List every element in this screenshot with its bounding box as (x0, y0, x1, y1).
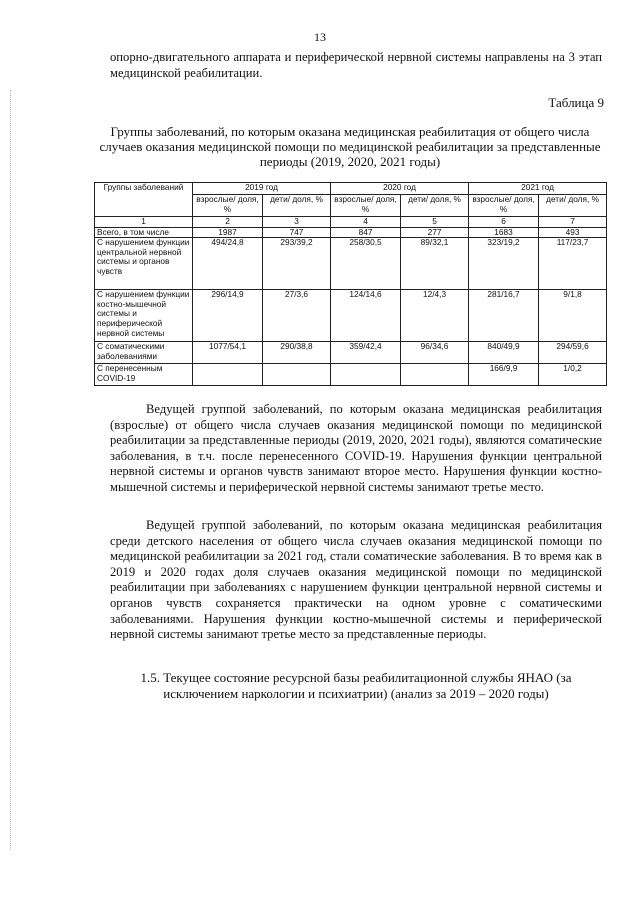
group-header: Группы заболеваний (95, 183, 193, 217)
table-cell: 747 (263, 227, 331, 238)
table-cell: 290/38,8 (263, 342, 331, 364)
table-cell: 166/9,9 (469, 364, 539, 386)
index-cell: 7 (539, 217, 607, 228)
year-header-2019: 2019 год (193, 183, 331, 195)
adult-header: взрослые/ доля, % (331, 195, 401, 217)
table-cell (193, 364, 263, 386)
body-paragraph-children: Ведущей группой заболеваний, по которым оказана медицинская реабилитация среди детского населения от общего числа случаев оказания медицинской помощи по медицинской реабилитации за 2021 год, стали соматические заболевания. В то время как в 2019 и 2020 годах доля случаев оказания медицинской помощи по медицинской реабилитации при заболеваниях с нарушением функции центральной нервной системы и органов чувств сохраняется практически на одном уровне с соматическими заболеваниями. Нарушения функции костно-мышечной системы и периферической нервной системы занимают третье место за представленные периоды. (110, 518, 602, 642)
table-cell (401, 364, 469, 386)
table-cell: 27/3,6 (263, 290, 331, 342)
table-cell: 96/34,6 (401, 342, 469, 364)
table-cell: 277 (401, 227, 469, 238)
table-cell: 840/49,9 (469, 342, 539, 364)
table-cell: 494/24,8 (193, 238, 263, 290)
table-row (95, 290, 607, 342)
row-label: С соматическими заболеваниями (95, 342, 193, 364)
table-cell: 9/1,8 (539, 290, 607, 342)
index-cell: 4 (331, 217, 401, 228)
table-cell: 1/0,2 (539, 364, 607, 386)
table-cell: 323/19,2 (469, 238, 539, 290)
table-cell: 293/39,2 (263, 238, 331, 290)
index-cell: 3 (263, 217, 331, 228)
table-cell: 294/59,6 (539, 342, 607, 364)
table-row (95, 364, 607, 386)
intro-paragraph: опорно-двигательного аппарата и периферической нервной системы направлены на 3 этап медицинской реабилитации. (110, 50, 602, 80)
adult-header: взрослые/ доля, % (193, 195, 263, 217)
table-caption: Группы заболеваний, по которым оказана медицинская реабилитация от общего числа случаев оказания медицинской помощи по медицинской реабилитации за представленные периоды (2019, 2020, 2021 годы) (99, 124, 601, 169)
index-cell: 1 (95, 217, 193, 228)
index-cell: 6 (469, 217, 539, 228)
table-row (95, 227, 607, 238)
row-label: С перенесенным COVID-19 (95, 364, 193, 386)
table-cell: 493 (539, 227, 607, 238)
table-cell: 12/4,3 (401, 290, 469, 342)
table-cell: 847 (331, 227, 401, 238)
table-cell: 258/30,5 (331, 238, 401, 290)
child-header: дети/ доля, % (401, 195, 469, 217)
table-cell: 1077/54,1 (193, 342, 263, 364)
table-cell (331, 364, 401, 386)
table-cell: 117/23,7 (539, 238, 607, 290)
index-cell: 5 (401, 217, 469, 228)
table-cell: 89/32,1 (401, 238, 469, 290)
child-header: дети/ доля, % (539, 195, 607, 217)
table-label: Таблица 9 (548, 95, 604, 110)
adult-header: взрослые/ доля, % (469, 195, 539, 217)
row-label: С нарушением функции костно-мышечной системы и периферической нервной системы (95, 290, 193, 342)
binding-margin (10, 90, 13, 850)
table-cell: 1987 (193, 227, 263, 238)
page-number: 13 (314, 30, 326, 44)
table-cell: 1683 (469, 227, 539, 238)
child-header: дети/ доля, % (263, 195, 331, 217)
table-cell: 296/14,9 (193, 290, 263, 342)
section-heading: 1.5. Текущее состояние ресурсной базы реабилитационной службы ЯНАО (за исключением наркологии и психиатрии) (анализ за 2019 – 2020 годы) (140, 670, 572, 701)
table-cell (263, 364, 331, 386)
row-label: Всего, в том числе (95, 227, 193, 238)
year-header-2021: 2021 год (469, 183, 607, 195)
table-row (95, 238, 607, 290)
table-cell: 124/14,6 (331, 290, 401, 342)
index-cell: 2 (193, 217, 263, 228)
table-cell: 281/16,7 (469, 290, 539, 342)
row-label: С нарушением функции центральной нервной системы и органов чувств (95, 238, 193, 290)
body-paragraph-adults: Ведущей группой заболеваний, по которым оказана медицинская реабилитация (взрослые) от общего числа случаев оказания медицинской помощи по медицинской реабилитации за представленные периоды (2019, 2020, 2021 годы), являются соматические заболевания, в т.ч. после перенесенного COVID-19. Нарушения функции центральной нервной системы и органов чувств занимают второе место. Нарушения функции костно-мышечной системы и периферической нервной системы занимают третье место. (110, 402, 602, 494)
rehab-table (94, 182, 607, 386)
table-cell: 359/42,4 (331, 342, 401, 364)
year-header-2020: 2020 год (331, 183, 469, 195)
table-row (95, 342, 607, 364)
